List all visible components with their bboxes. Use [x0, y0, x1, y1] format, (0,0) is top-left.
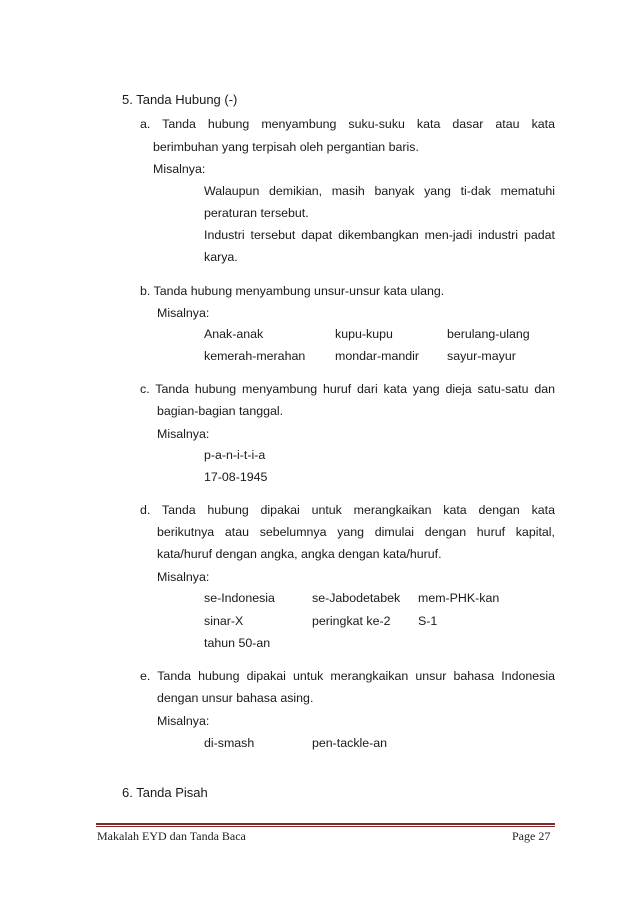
- item-a-line-2: berimbuhan yang terpisah oleh pergantian baris.: [153, 140, 419, 154]
- item-a-example-1-line-1: Walaupun demikian, masih banyak yang ti-dak mematuhi: [204, 184, 555, 198]
- item-d-example: S-1: [418, 614, 438, 628]
- item-a-example-2-line-2: karya.: [204, 250, 238, 264]
- item-d-misalnya: Misalnya:: [157, 570, 210, 584]
- section-5-heading: 5. Tanda Hubung (-): [122, 92, 238, 107]
- item-d-example: peringkat ke-2: [312, 614, 391, 628]
- footer-rule-thin: [96, 826, 555, 827]
- item-c-line-2: bagian-bagian tanggal.: [157, 404, 284, 418]
- item-a-misalnya: Misalnya:: [153, 162, 206, 176]
- footer-rule: [96, 823, 555, 825]
- item-e-example-1: di-smash: [204, 736, 255, 750]
- item-b-example: Anak-anak: [204, 327, 264, 341]
- item-c-line-1: c. Tanda hubung menyambung huruf dari kata yang dieja satu-satu dan: [140, 382, 555, 396]
- item-e-line-2: dengan unsur bahasa asing.: [157, 691, 314, 705]
- item-b-example: kemerah-merahan: [204, 349, 306, 363]
- item-e-example-2: pen-tackle-an: [312, 736, 388, 750]
- item-d-example: se-Jabodetabek: [312, 591, 401, 605]
- item-b-example: kupu-kupu: [335, 327, 393, 341]
- item-d-line-2: berikutnya atau sebelumnya yang dimulai dengan huruf kapital,: [157, 525, 555, 539]
- item-d-line-1: d. Tanda hubung dipakai untuk merangkaikan kata dengan kata: [140, 503, 555, 517]
- item-a-example-2-line-1: Industri tersebut dapat dikembangkan men-jadi industri padat: [204, 228, 555, 242]
- item-c-misalnya: Misalnya:: [157, 427, 210, 441]
- item-b-example: sayur-mayur: [447, 349, 516, 363]
- section-6-heading: 6. Tanda Pisah: [122, 785, 208, 800]
- item-d-line-3: kata/huruf dengan angka, angka dengan kata/huruf.: [157, 547, 442, 561]
- item-b-example: mondar-mandir: [335, 349, 420, 363]
- item-d-example: tahun 50-an: [204, 636, 271, 650]
- item-a-line-1: a. Tanda hubung menyambung suku-suku kata dasar atau kata: [140, 117, 555, 131]
- item-d-example: sinar-X: [204, 614, 244, 628]
- item-e-line-1: e. Tanda hubung dipakai untuk merangkaikan unsur bahasa Indonesia: [140, 669, 555, 683]
- item-b-misalnya: Misalnya:: [157, 306, 210, 320]
- item-c-example-2: 17-08-1945: [204, 470, 268, 484]
- item-b-line-1: b. Tanda hubung menyambung unsur-unsur kata ulang.: [140, 284, 445, 298]
- item-d-example: mem-PHK-kan: [418, 591, 500, 605]
- item-d-example: se-Indonesia: [204, 591, 275, 605]
- item-b-example: berulang-ulang: [447, 327, 530, 341]
- footer-title: Makalah EYD dan Tanda Baca: [97, 829, 246, 843]
- item-a-example-1-line-2: peraturan tersebut.: [204, 206, 309, 220]
- page-number: Page 27: [512, 829, 551, 843]
- item-c-example-1: p-a-n-i-t-i-a: [204, 448, 266, 462]
- item-e-misalnya: Misalnya:: [157, 714, 210, 728]
